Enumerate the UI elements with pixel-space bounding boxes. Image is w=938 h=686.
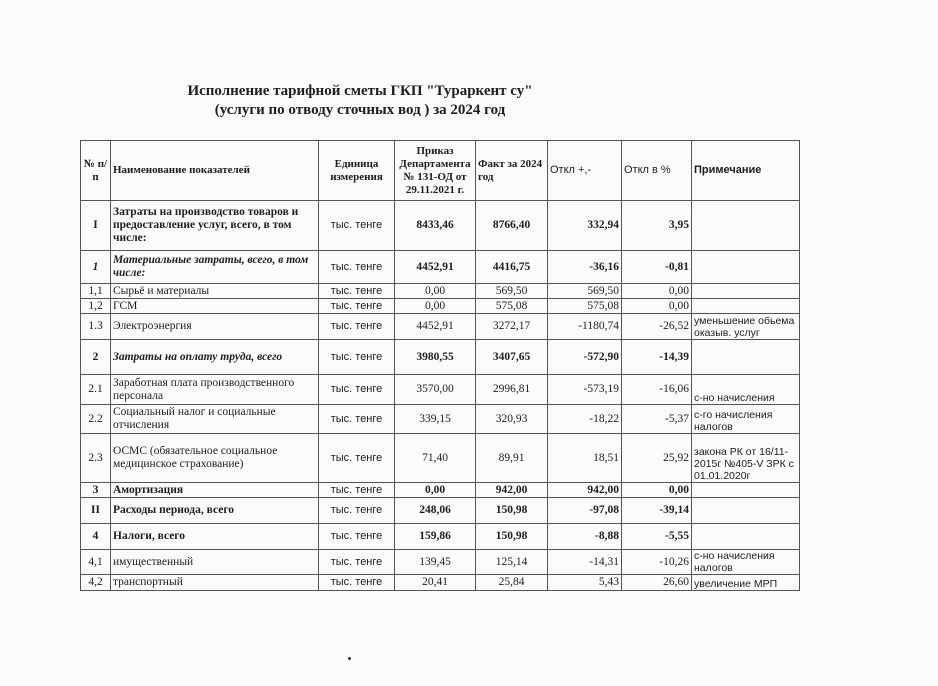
cell-note: увеличение МРП — [692, 575, 800, 591]
cell-order: 248,06 — [395, 498, 476, 524]
cell-fact: 575,08 — [476, 299, 548, 314]
cell-num: 2.2 — [81, 405, 111, 434]
cell-order: 8433,46 — [395, 201, 476, 251]
cell-pct: 25,92 — [622, 434, 692, 483]
cell-num: 2.3 — [81, 434, 111, 483]
cell-pct: -5,55 — [622, 524, 692, 550]
title-line-1: Исполнение тарифной сметы ГКП "Тураркент су" — [187, 83, 533, 99]
cell-order: 0,00 — [395, 284, 476, 299]
cell-order: 4452,91 — [395, 251, 476, 284]
cell-fact: 89,91 — [476, 434, 548, 483]
tariff-estimate-table — [80, 140, 800, 591]
cell-name: Материальные затраты, всего, в том числе: — [111, 251, 319, 284]
cell-order: 3980,55 — [395, 340, 476, 375]
cell-unit: тыс. тенге — [319, 284, 395, 299]
cell-unit: тыс. тенге — [319, 575, 395, 591]
cell-dev: -573,19 — [548, 375, 622, 405]
cell-fact: 3272,17 — [476, 314, 548, 340]
cell-num: II — [81, 498, 111, 524]
cell-note — [692, 524, 800, 550]
cell-pct: -5,37 — [622, 405, 692, 434]
cell-note: с-го начисления налогов — [692, 405, 800, 434]
cell-name: ГСМ — [111, 299, 319, 314]
title-line-2: (услуги по отводу сточных вод ) за 2024 год — [214, 102, 506, 118]
table-row — [81, 299, 800, 314]
cell-dev: -8,88 — [548, 524, 622, 550]
cell-note: с-но начисления налогов — [692, 550, 800, 575]
header-name: Наименование показателей — [111, 141, 319, 201]
cell-note — [692, 201, 800, 251]
cell-num: 4,1 — [81, 550, 111, 575]
cell-fact: 125,14 — [476, 550, 548, 575]
table-header-row — [81, 141, 800, 201]
cell-pct: -16,06 — [622, 375, 692, 405]
cell-name: ОСМС (обязательное социальное медицинское страхование) — [111, 434, 319, 483]
cell-dev: 575,08 — [548, 299, 622, 314]
cell-name: Расходы периода, всего — [111, 498, 319, 524]
cell-note — [692, 340, 800, 375]
cell-pct: -39,14 — [622, 498, 692, 524]
cell-order: 3570,00 — [395, 375, 476, 405]
cell-dev: -36,16 — [548, 251, 622, 284]
cell-order: 0,00 — [395, 299, 476, 314]
table-row — [81, 434, 800, 483]
cell-name: Заработная плата производственного персонала — [111, 375, 319, 405]
cell-unit: тыс. тенге — [319, 299, 395, 314]
cell-note: с-но начисления — [692, 375, 800, 405]
table-row — [81, 375, 800, 405]
cell-fact: 320,93 — [476, 405, 548, 434]
cell-note — [692, 251, 800, 284]
cell-fact: 942,00 — [476, 483, 548, 498]
cell-dev: 942,00 — [548, 483, 622, 498]
cell-unit: тыс. тенге — [319, 201, 395, 251]
cell-note — [692, 498, 800, 524]
cell-unit: тыс. тенге — [319, 524, 395, 550]
cell-fact: 4416,75 — [476, 251, 548, 284]
header-note: Примечание — [692, 141, 800, 201]
cell-pct: 0,00 — [622, 284, 692, 299]
cell-dev: 332,94 — [548, 201, 622, 251]
cell-fact: 150,98 — [476, 498, 548, 524]
cell-unit: тыс. тенге — [319, 483, 395, 498]
cell-dev: -1180,74 — [548, 314, 622, 340]
cell-name: имущественный — [111, 550, 319, 575]
cell-unit: тыс. тенге — [319, 550, 395, 575]
header-order: Приказ Департамента № 131-ОД от 29.11.2021 г. — [395, 141, 476, 201]
cell-num: 4,2 — [81, 575, 111, 591]
cell-dev: 569,50 — [548, 284, 622, 299]
cell-num: 2.1 — [81, 375, 111, 405]
cell-name: Затраты на производство товаров и предоставление услуг, всего, в том числе: — [111, 201, 319, 251]
cell-unit: тыс. тенге — [319, 314, 395, 340]
cell-name: транспортный — [111, 575, 319, 591]
cell-fact: 150,98 — [476, 524, 548, 550]
cell-pct: -14,39 — [622, 340, 692, 375]
cell-note — [692, 299, 800, 314]
cell-name: Налоги, всего — [111, 524, 319, 550]
cell-order: 139,45 — [395, 550, 476, 575]
cell-name: Электроэнергия — [111, 314, 319, 340]
cell-unit: тыс. тенге — [319, 251, 395, 284]
table-row — [81, 284, 800, 299]
header-deviation: Откл +,- — [548, 141, 622, 201]
cell-unit: тыс. тенге — [319, 340, 395, 375]
cell-pct: -10,26 — [622, 550, 692, 575]
cell-order: 20,41 — [395, 575, 476, 591]
table-row — [81, 483, 800, 498]
cell-dev: 18,51 — [548, 434, 622, 483]
cell-order: 0,00 — [395, 483, 476, 498]
table-row — [81, 524, 800, 550]
cell-pct: 0,00 — [622, 299, 692, 314]
cell-fact: 569,50 — [476, 284, 548, 299]
cell-num: 1,1 — [81, 284, 111, 299]
cell-num: 4 — [81, 524, 111, 550]
cell-num: 2 — [81, 340, 111, 375]
cell-num: 1.3 — [81, 314, 111, 340]
cell-order: 4452,91 — [395, 314, 476, 340]
cell-unit: тыс. тенге — [319, 405, 395, 434]
table-row — [81, 251, 800, 284]
cell-dev: -97,08 — [548, 498, 622, 524]
cell-dev: -18,22 — [548, 405, 622, 434]
cell-note — [692, 483, 800, 498]
cell-note: закона РК от 16/11-2015г №405-V ЗРК с 01.01.2020г — [692, 434, 800, 483]
table-row — [81, 550, 800, 575]
cell-order: 71,40 — [395, 434, 476, 483]
cell-order: 339,15 — [395, 405, 476, 434]
header-num: № п/п — [81, 141, 111, 201]
cell-note: уменьшение обьема оказыв. услуг — [692, 314, 800, 340]
cell-name: Сырьё и материалы — [111, 284, 319, 299]
cell-dev: 5,43 — [548, 575, 622, 591]
cell-pct: 0,00 — [622, 483, 692, 498]
table-row — [81, 340, 800, 375]
header-fact: Факт за 2024 год — [476, 141, 548, 201]
document-title — [160, 82, 560, 120]
cell-num: 3 — [81, 483, 111, 498]
header-unit: Единица измерения — [319, 141, 395, 201]
cell-pct: 26,60 — [622, 575, 692, 591]
cell-fact: 3407,65 — [476, 340, 548, 375]
cell-pct: -0,81 — [622, 251, 692, 284]
table-row — [81, 314, 800, 340]
cell-name: Амортизация — [111, 483, 319, 498]
table-row — [81, 498, 800, 524]
cell-order: 159,86 — [395, 524, 476, 550]
cell-pct: -26,52 — [622, 314, 692, 340]
scan-dot — [348, 657, 351, 660]
cell-unit: тыс. тенге — [319, 498, 395, 524]
cell-dev: -572,90 — [548, 340, 622, 375]
cell-num: I — [81, 201, 111, 251]
cell-num: 1,2 — [81, 299, 111, 314]
cell-name: Затраты на оплату труда, всего — [111, 340, 319, 375]
cell-pct: 3,95 — [622, 201, 692, 251]
cell-fact: 8766,40 — [476, 201, 548, 251]
cell-num: 1 — [81, 251, 111, 284]
header-percent: Откл в % — [622, 141, 692, 201]
table-row — [81, 201, 800, 251]
cell-fact: 25,84 — [476, 575, 548, 591]
table-row — [81, 405, 800, 434]
cell-unit: тыс. тенге — [319, 375, 395, 405]
cell-unit: тыс. тенге — [319, 434, 395, 483]
cell-name: Социальный налог и социальные отчисления — [111, 405, 319, 434]
cell-dev: -14,31 — [548, 550, 622, 575]
table-row — [81, 575, 800, 591]
cell-fact: 2996,81 — [476, 375, 548, 405]
cell-note — [692, 284, 800, 299]
